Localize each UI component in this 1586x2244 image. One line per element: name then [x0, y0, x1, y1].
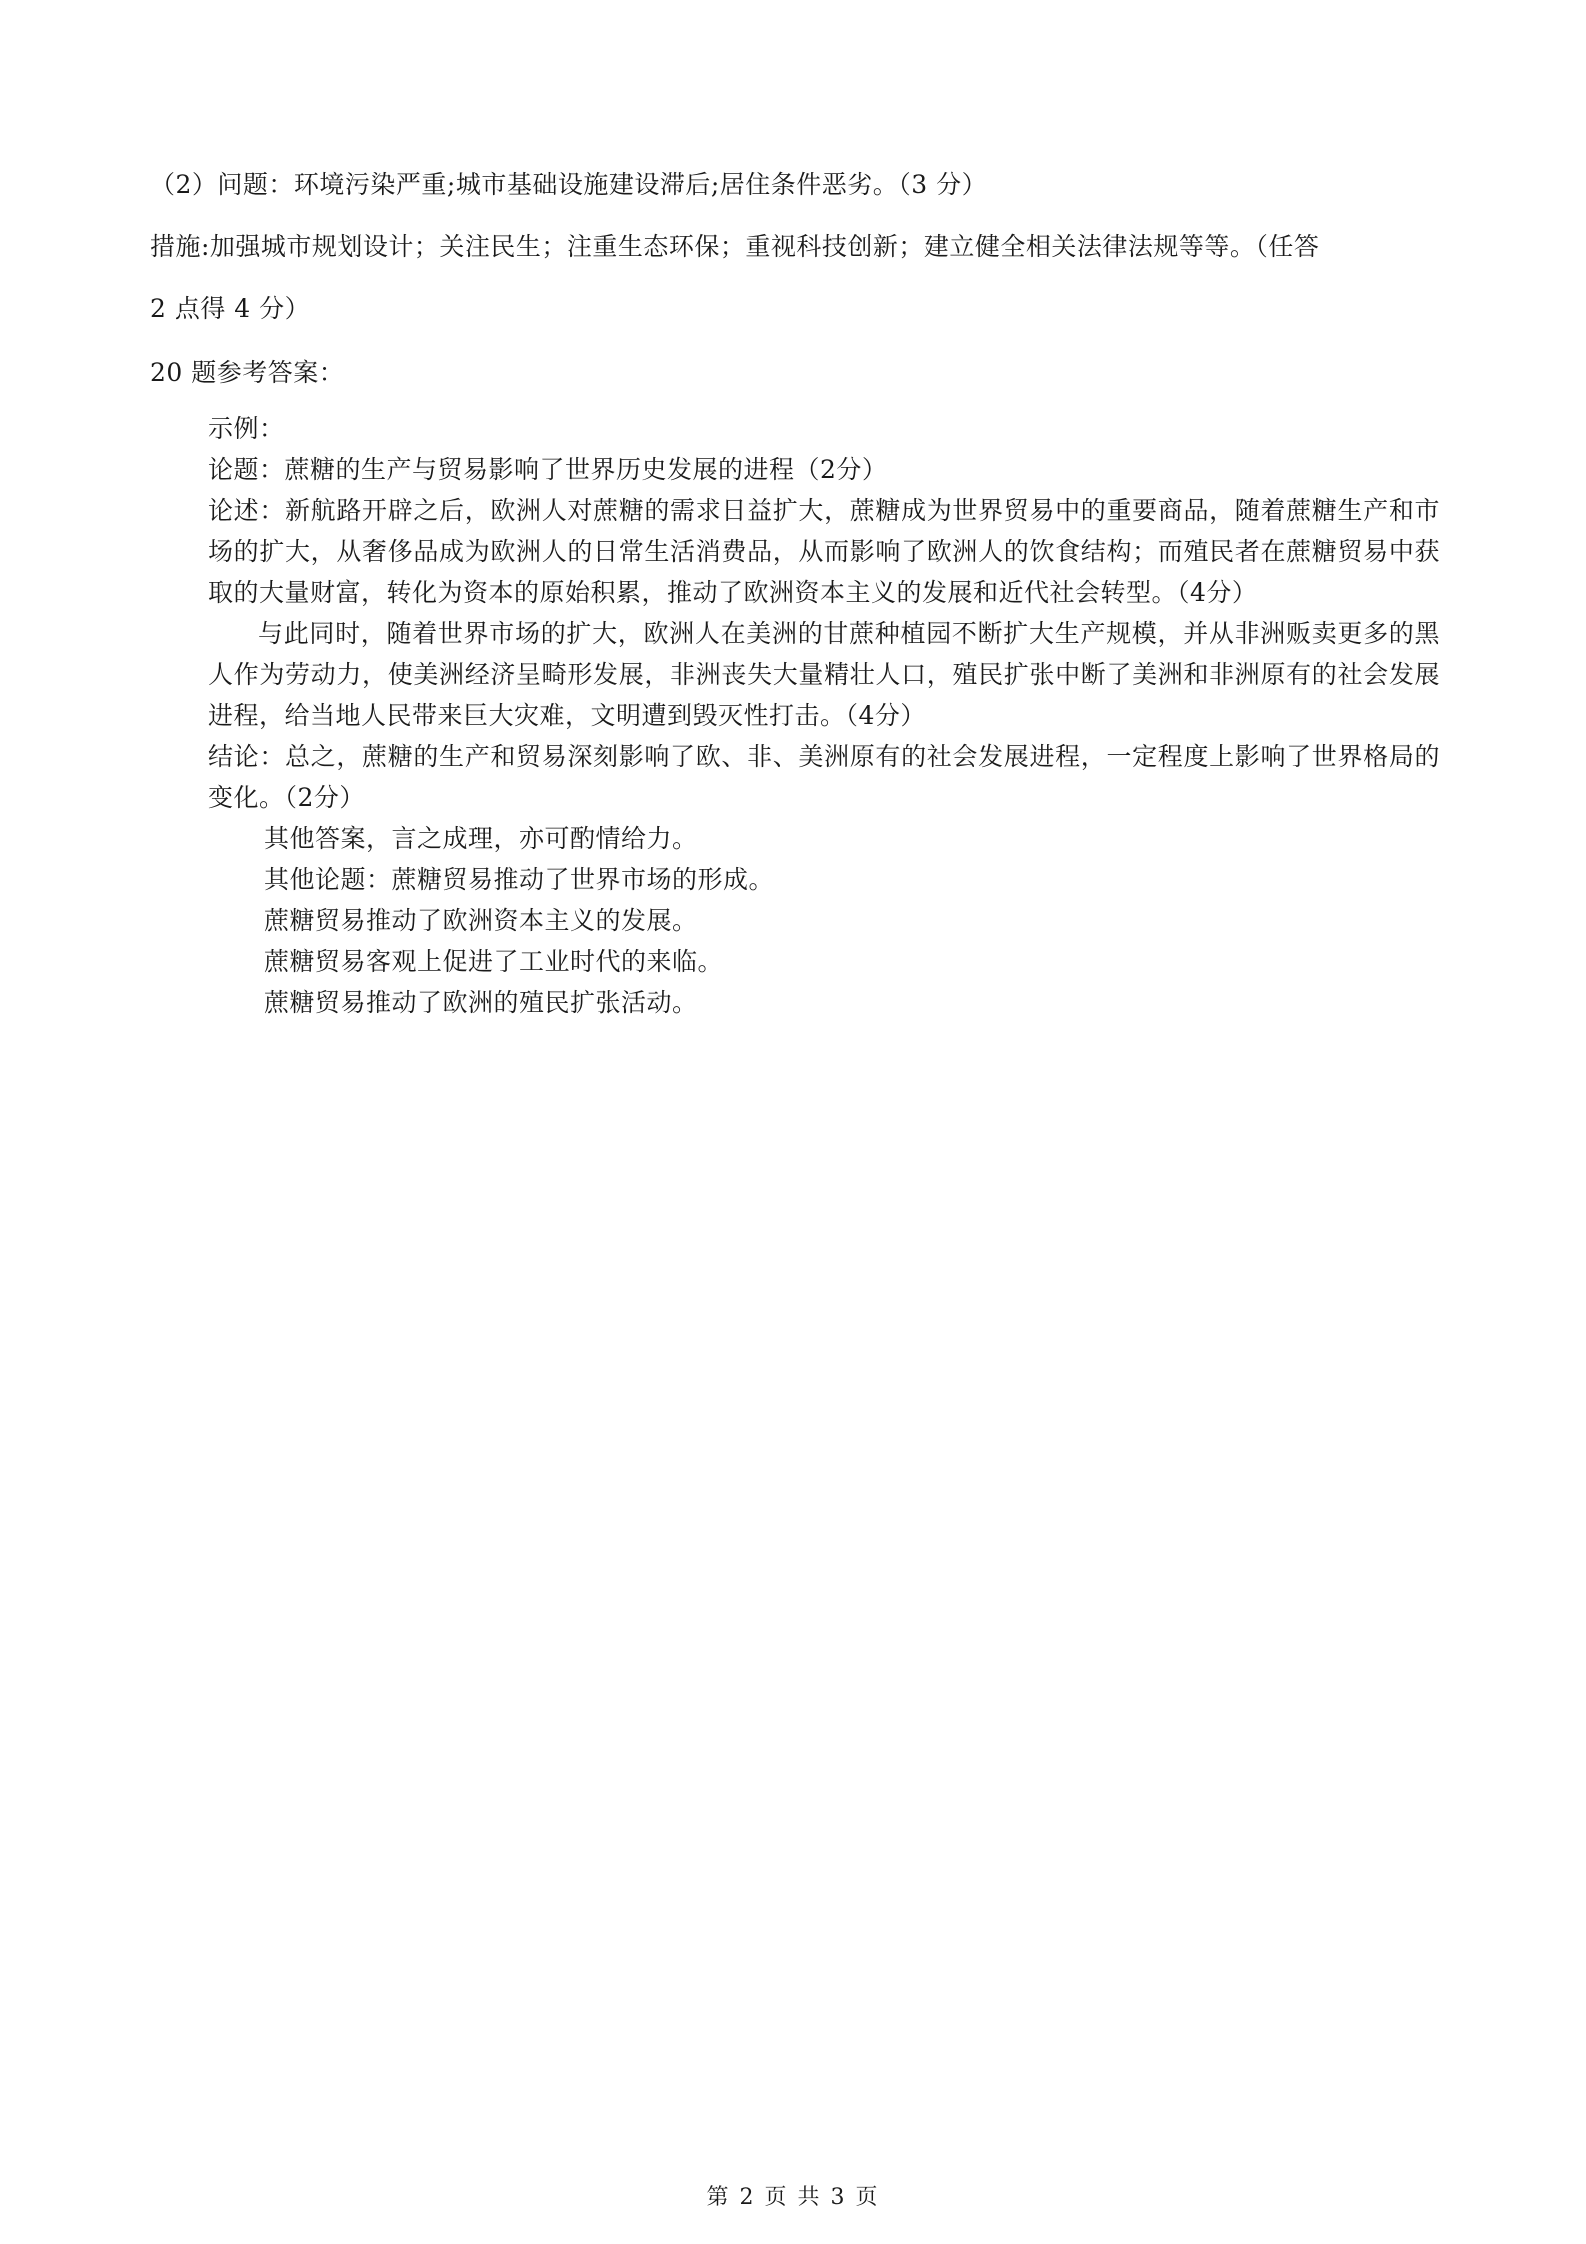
argument-paragraph-2: 与此同时，随着世界市场的扩大，欧洲人在美洲的甘蔗种植园不断扩大生产规模，并从非洲贩卖更多的黑人作为劳动力，使美洲经济呈畸形发展，非洲丧失大量精壮人口，殖民扩张中断了美洲和非洲原有的社会发展进程，给当地人民带来巨大灾难，文明遭到毁灭性打击。（4分） — [208, 619, 1440, 730]
other-thesis-4: 蔗糖贸易推动了欧洲的殖民扩张活动。 — [264, 988, 698, 1017]
other-thesis-1: 其他论题：蔗糖贸易推动了世界市场的形成。 — [264, 865, 775, 894]
q19-measures-line-2: 2 点得 4 分） — [150, 294, 311, 323]
other-thesis-2: 蔗糖贸易推动了欧洲资本主义的发展。 — [264, 906, 698, 935]
other-answers-note: 其他答案，言之成理，亦可酌情给力。 — [264, 824, 698, 853]
q20-heading: 20 题参考答案： — [150, 358, 345, 387]
conclusion-paragraph: 结论：总之，蔗糖的生产和贸易深刻影响了欧、非、美洲原有的社会发展进程，一定程度上影响了世界格局的变化。（2分） — [208, 742, 1440, 812]
q19-problem-line: （2）问题：环境污染严重;城市基础设施建设滞后;居住条件恶劣。（3 分） — [150, 170, 988, 199]
argument-paragraph-1: 论述：新航路开辟之后，欧洲人对蔗糖的需求日益扩大，蔗糖成为世界贸易中的重要商品，随着蔗糖生产和市场的扩大，从奢侈品成为欧洲人的日常生活消费品，从而影响了欧洲人的饮食结构；而殖民者在蔗糖贸易中获取的大量财富，转化为资本的原始积累，推动了欧洲资本主义的发展和近代社会转型。（4分） — [208, 496, 1440, 607]
page-number-footer: 第 2 页 共 3 页 — [706, 2185, 880, 2210]
other-thesis-3: 蔗糖贸易客观上促进了工业时代的来临。 — [264, 947, 724, 976]
q20-answer-body — [208, 408, 1440, 1023]
thesis-paragraph: 论题：蔗糖的生产与贸易影响了世界历史发展的进程（2分） — [208, 455, 888, 484]
q19-measures-line-1: 措施:加强城市规划设计；关注民生；注重生态环保；重视科技创新；建立健全相关法律法规等等。（任答 — [150, 232, 1320, 261]
example-label: 示例： — [208, 414, 285, 443]
